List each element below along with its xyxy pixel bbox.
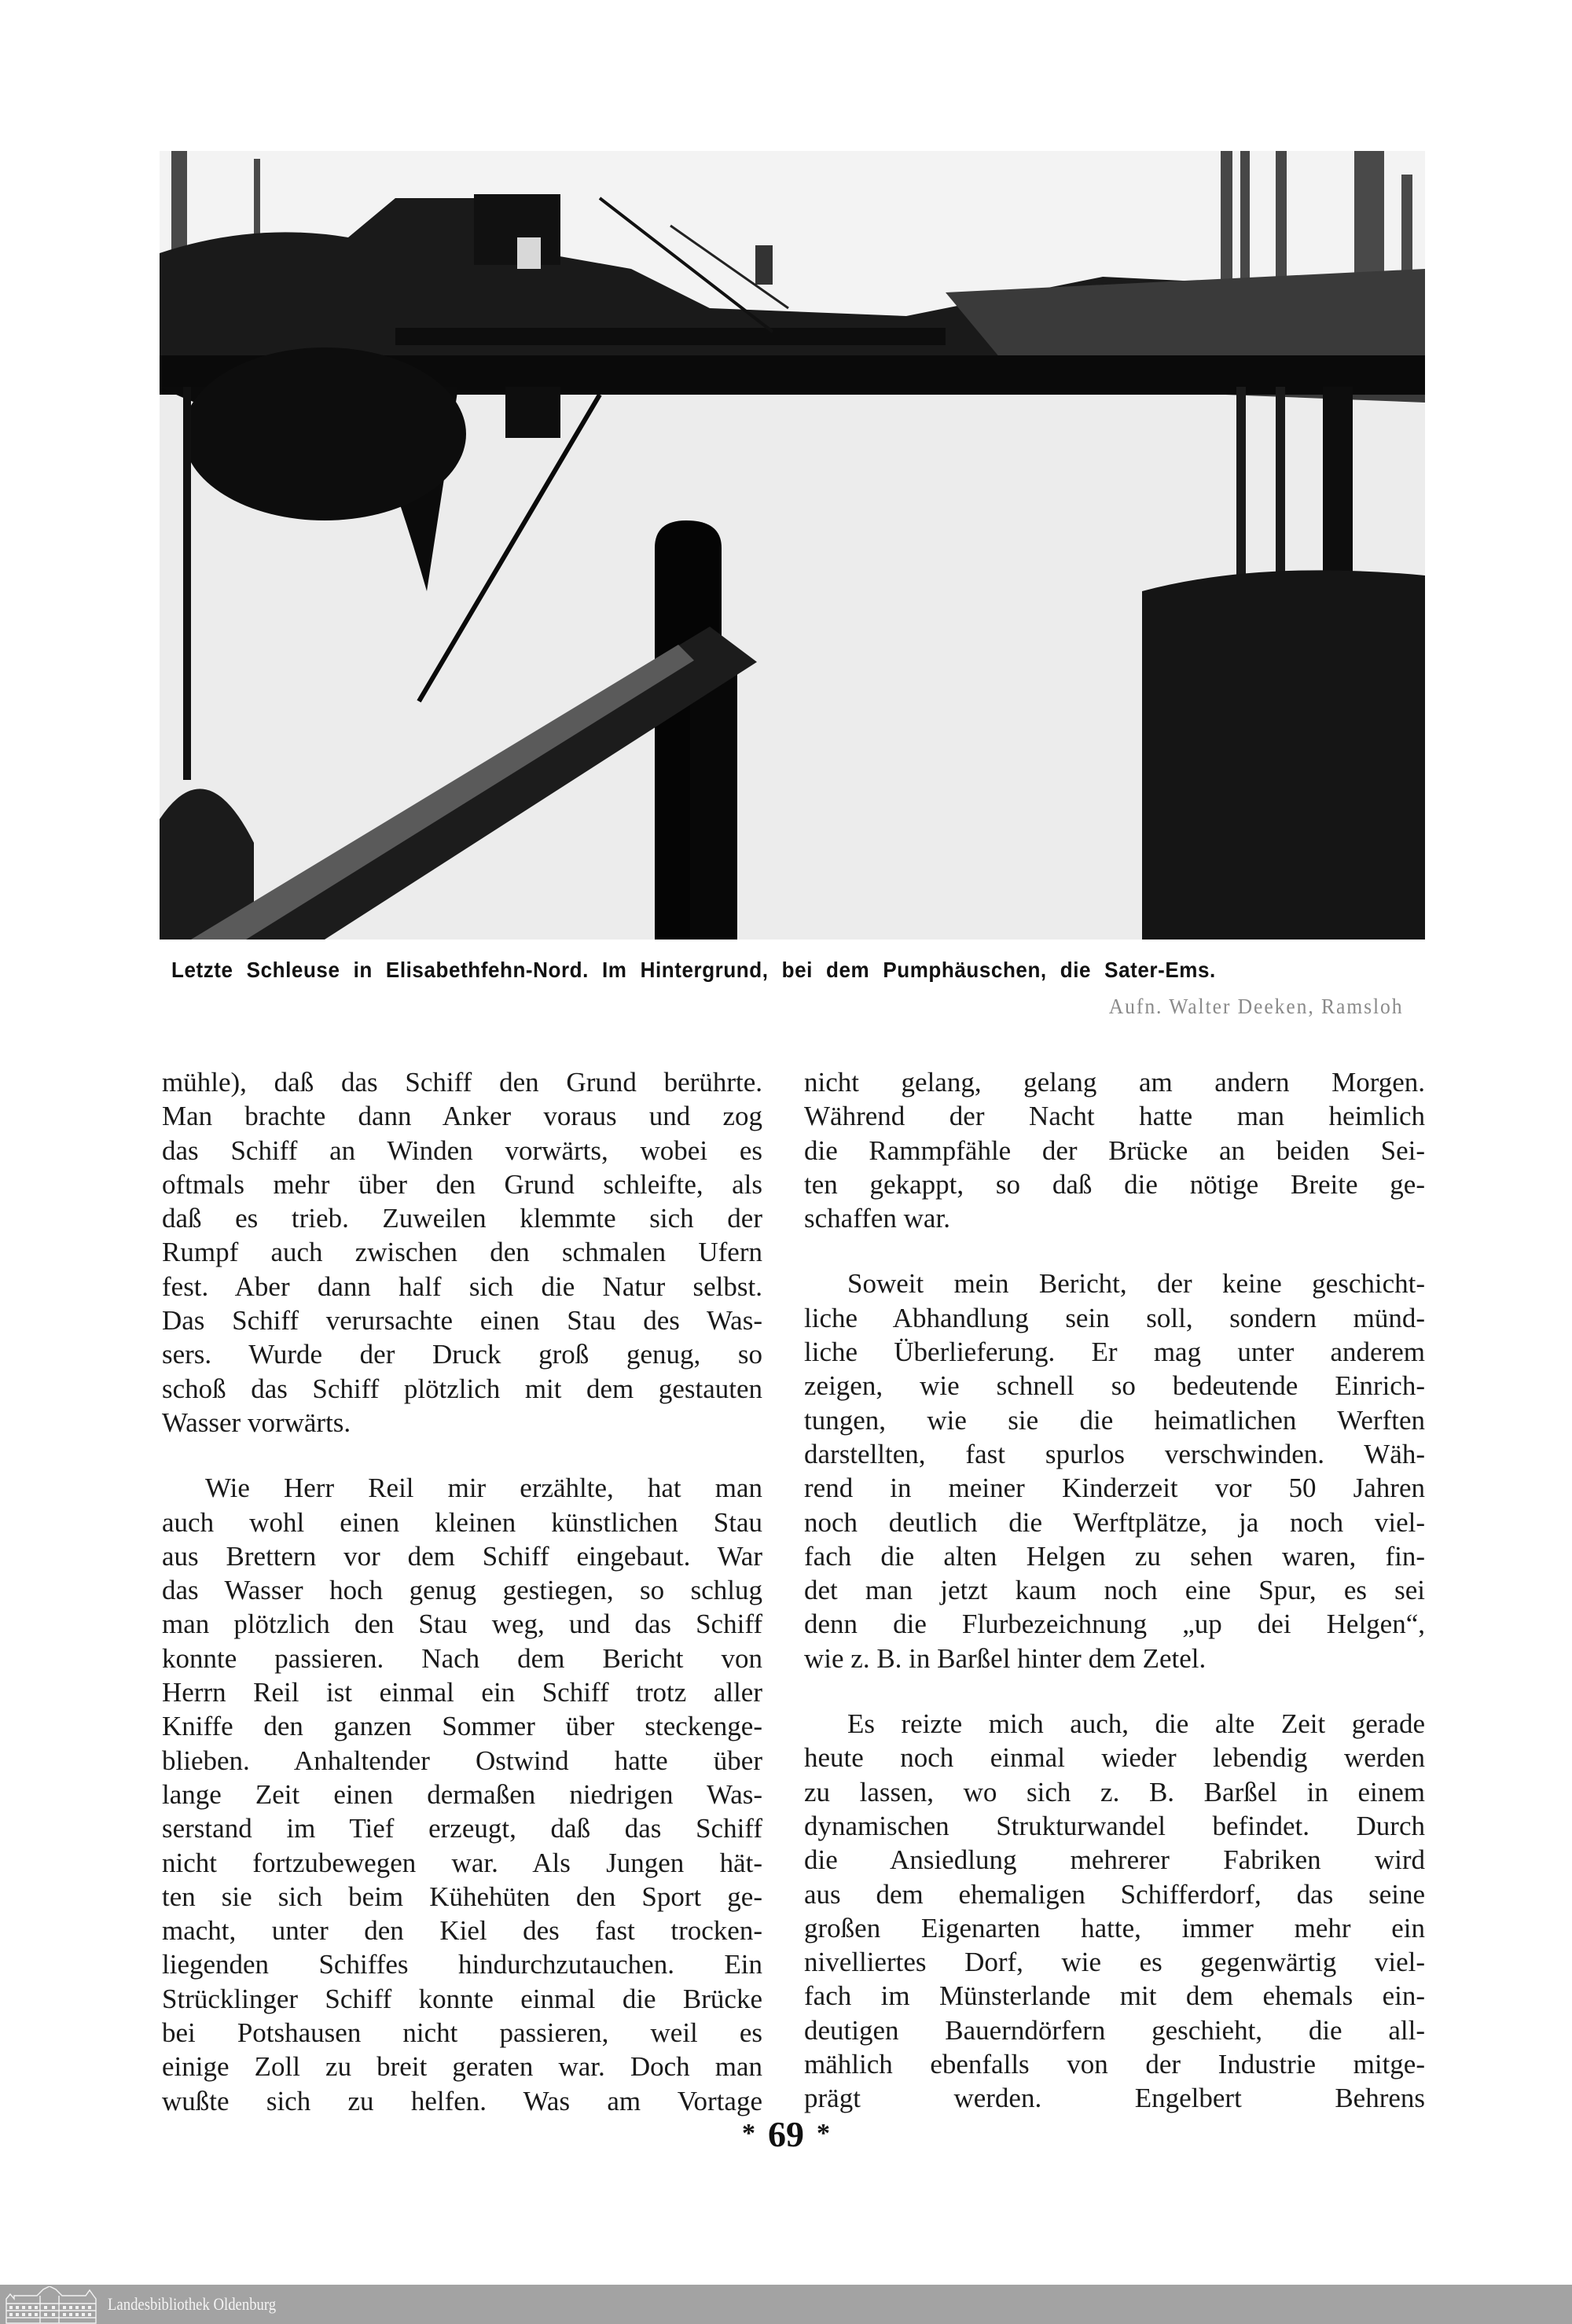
paragraph: [804, 1267, 1425, 1675]
text-line: Herrn Reil ist einmal ein Schiff trotz aller: [162, 1677, 762, 1708]
text-line: das Schiff an Winden vorwärts, wobei es: [162, 1134, 762, 1166]
text-line: Es reizte mich auch, die alte Zeit gerade: [847, 1708, 1425, 1740]
text-line: man plötzlich den Stau weg, und das Schiff: [162, 1609, 762, 1640]
text-line: nicht fortzubewegen war. Als Jungen hät-: [162, 1847, 762, 1878]
library-building-icon: [4, 2286, 98, 2324]
text-line: det man jetzt kaum noch eine Spur, es sei: [804, 1575, 1425, 1606]
text-line: deutigen Bauerndörfern geschieht, die all-: [804, 2014, 1425, 2046]
text-line: einige Zoll zu breit geraten war. Doch man: [162, 2051, 762, 2083]
text-line: Wie Herr Reil mir erzählte, hat man: [205, 1473, 762, 1504]
photograph-image: [160, 151, 1425, 940]
text-line: wie z. B. in Barßel hinter dem Zetel.: [804, 1642, 1207, 1674]
closing-line: [804, 2081, 1425, 2115]
text-line: fach die alten Helgen zu sehen waren, fin-: [804, 1540, 1425, 1572]
asterisk-ornament-icon: *: [742, 2119, 755, 2148]
text-line: nicht gelang, gelang am andern Morgen.: [804, 1067, 1425, 1098]
paragraph: [162, 1065, 762, 1440]
text-line: fach im Münsterlande mit dem ehemals ein-: [804, 1980, 1425, 2012]
text-line: die Ansiedlung mehrerer Fabriken wird: [804, 1844, 1425, 1876]
text-line: ten gekappt, so daß die nötige Breite ge-: [804, 1168, 1425, 1200]
text-line: auch wohl einen kleinen künstlichen Stau: [162, 1506, 762, 1538]
text-line: blieben. Anhaltender Ostwind hatte über: [162, 1745, 762, 1776]
text-line: mählich ebenfalls von der Industrie mitge-: [804, 2049, 1425, 2080]
text-line: die Rammpfähle der Brücke an beiden Sei-: [804, 1134, 1425, 1166]
text-line: dynamischen Strukturwandel befindet. Durch: [804, 1810, 1425, 1841]
text-line: noch deutlich die Werftplätze, ja noch viel-: [804, 1506, 1425, 1538]
text-line: bei Potshausen nicht passieren, weil es: [162, 2017, 762, 2049]
text-line: wußte sich zu helfen. Was am Vortage: [162, 2085, 762, 2116]
paragraph: [804, 1065, 1425, 1235]
asterisk-ornament-icon: *: [817, 2119, 830, 2148]
text-line: heute noch einmal wieder lebendig werden: [804, 1742, 1425, 1774]
text-column-left: [162, 1065, 762, 2118]
library-name: Landesbibliothek Oldenburg: [108, 2294, 277, 2314]
text-line: nivelliertes Dorf, wie es gegenwärtig viel-: [804, 1947, 1425, 1978]
page-number-value: 69: [768, 2114, 804, 2154]
page-number: [0, 2113, 1572, 2155]
text-line: liche Abhandlung sein soll, sondern münd-: [804, 1302, 1425, 1333]
photo-caption: Letzte Schleuse in Elisabethfehn-Nord. Im Hintergrund, bei dem Pumphäuschen, die Sater-Ems.: [171, 958, 1216, 982]
text-line: Rumpf auch zwischen den schmalen Ufern: [162, 1237, 762, 1268]
author-signature: Engelbert Behrens: [1134, 2083, 1426, 2114]
text-line: Man brachte dann Anker voraus und zog: [162, 1101, 762, 1132]
text-line: tungen, wie sie die heimatlichen Werften: [804, 1404, 1425, 1436]
text-line: Das Schiff verursachte einen Stau des Was-: [162, 1305, 762, 1337]
lock-photograph: [160, 151, 1425, 940]
text-line: schaffen war.: [804, 1203, 950, 1234]
text-line: ten sie sich beim Kühehüten den Sport ge-: [162, 1881, 762, 1912]
text-line: das Wasser hoch genug gestiegen, so schlug: [162, 1575, 762, 1606]
text-line: mühle), daß das Schiff den Grund berührte.: [162, 1067, 762, 1098]
text-line: aus Brettern vor dem Schiff eingebaut. War: [162, 1540, 762, 1572]
text-line: denn die Flurbezeichnung „up dei Helgen“,: [804, 1609, 1425, 1640]
text-line: rend in meiner Kinderzeit vor 50 Jahren: [804, 1473, 1425, 1504]
text-line: prägt werden.: [804, 2083, 1042, 2114]
text-line: zeigen, wie schnell so bedeutende Einrich-: [804, 1370, 1425, 1402]
text-line: darstellten, fast spurlos verschwinden. Wäh-: [804, 1438, 1425, 1469]
paragraph: [162, 1471, 762, 2118]
text-line: zu lassen, wo sich z. B. Barßel in einem: [804, 1776, 1425, 1807]
text-line: aus dem ehemaligen Schifferdorf, das seine: [804, 1878, 1425, 1910]
text-line: Kniffe den ganzen Sommer über steckenge-: [162, 1711, 762, 1742]
text-column-right: [804, 1065, 1425, 2116]
text-line: schoß das Schiff plötzlich mit dem gestauten: [162, 1373, 762, 1404]
photo-credit: Aufn. Walter Deeken, Ramsloh: [1108, 995, 1403, 1018]
text-line: großen Eigenarten hatte, immer mehr ein: [804, 1912, 1425, 1943]
text-line: Während der Nacht hatte man heimlich: [804, 1101, 1425, 1132]
text-line: Soweit mein Bericht, der keine geschicht-: [847, 1268, 1425, 1300]
paragraph: [804, 1707, 1425, 2116]
text-line: konnte passieren. Nach dem Bericht von: [162, 1642, 762, 1674]
text-line: Strücklinger Schiff konnte einmal die Brücke: [162, 1983, 762, 2014]
text-line: lange Zeit einen dermaßen niedrigen Was-: [162, 1778, 762, 1810]
text-line: serstand im Tief erzeugt, daß das Schiff: [162, 1813, 762, 1844]
text-line: oftmals mehr über den Grund schleifte, als: [162, 1168, 762, 1200]
text-line: liegenden Schiffes hindurchzutauchen. Ein: [162, 1949, 762, 1980]
text-line: daß es trieb. Zuweilen klemmte sich der: [162, 1203, 762, 1234]
text-line: macht, unter den Kiel des fast trocken-: [162, 1915, 762, 1947]
library-footer-bar: [0, 2285, 1572, 2324]
text-line: sers. Wurde der Druck groß genug, so: [162, 1339, 762, 1370]
text-line: fest. Aber dann half sich die Natur selbst.: [162, 1270, 762, 1302]
text-line: Wasser vorwärts.: [162, 1407, 351, 1438]
text-line: liche Überlieferung. Er mag unter anderem: [804, 1337, 1425, 1368]
